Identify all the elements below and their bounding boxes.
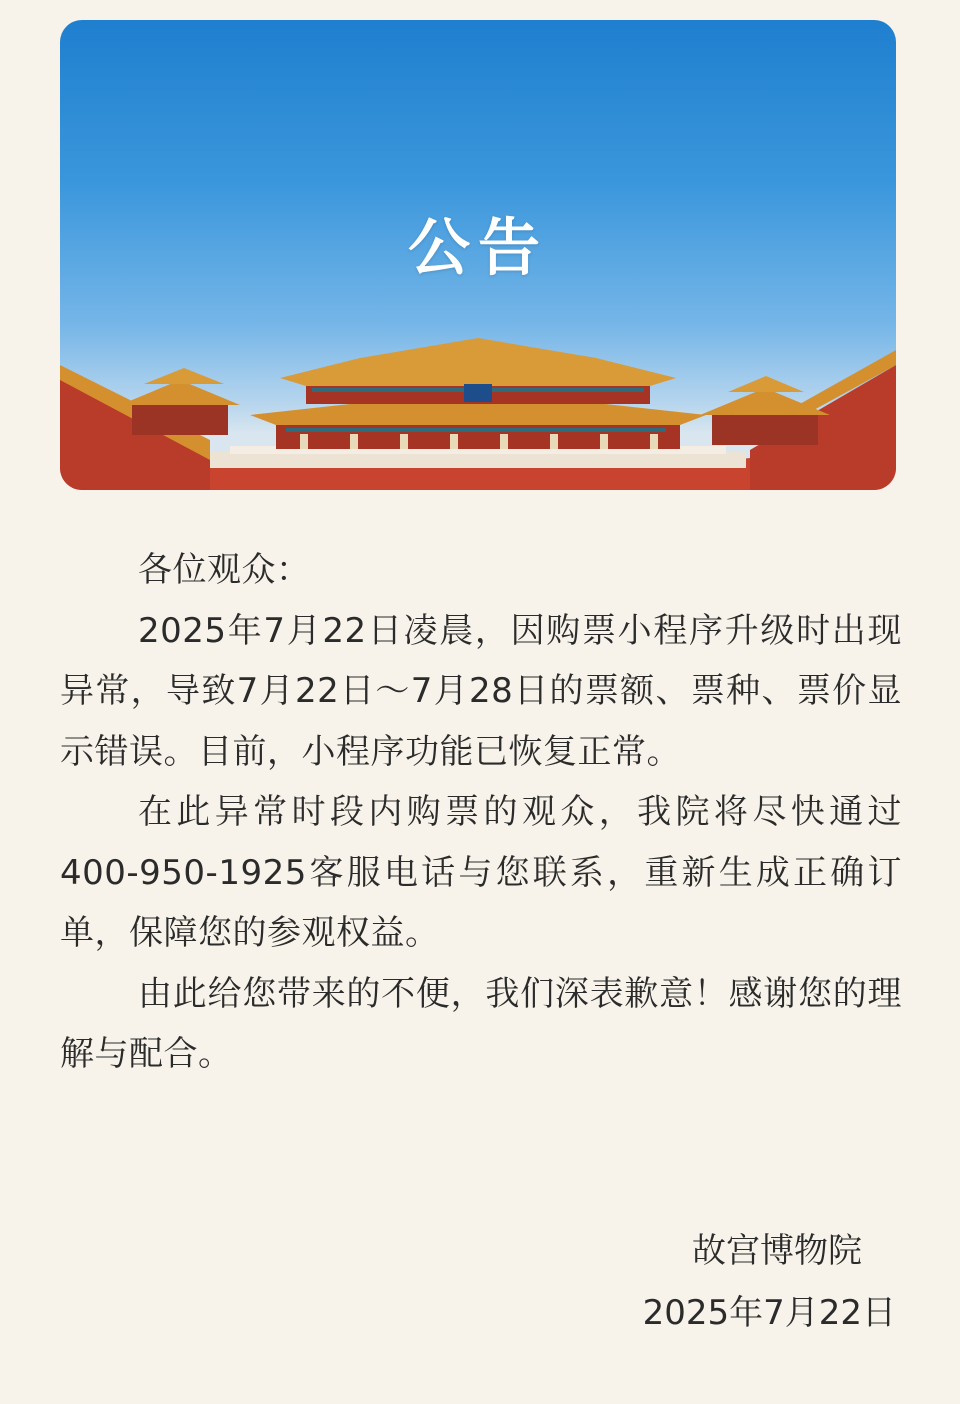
signature-block bbox=[643, 1220, 896, 1344]
paragraph-apology: 由此给您带来的不便，我们深表歉意！感谢您的理解与配合。 bbox=[60, 973, 902, 1074]
paragraph-incident: 2025年7月22日凌晨，因购票小程序升级时出现异常，导致7月22日～7月28日的票额、票种、票价显示错误。目前，小程序功能已恢复正常。 bbox=[60, 610, 902, 772]
banner-title: 公告 bbox=[407, 211, 548, 284]
signature-date: 2025年7月22日 bbox=[642, 1293, 896, 1333]
announcement-banner bbox=[60, 20, 896, 490]
greeting: 各位观众： bbox=[138, 550, 311, 590]
signature-organization: 故宫博物院 bbox=[692, 1231, 862, 1271]
paragraph-contact: 在此异常时段内购票的观众，我院将尽快通过400-950-1925客服电话与您联系，重新生成正确订单，保障您的参观权益。 bbox=[60, 792, 902, 953]
announcement-body bbox=[60, 540, 902, 1085]
